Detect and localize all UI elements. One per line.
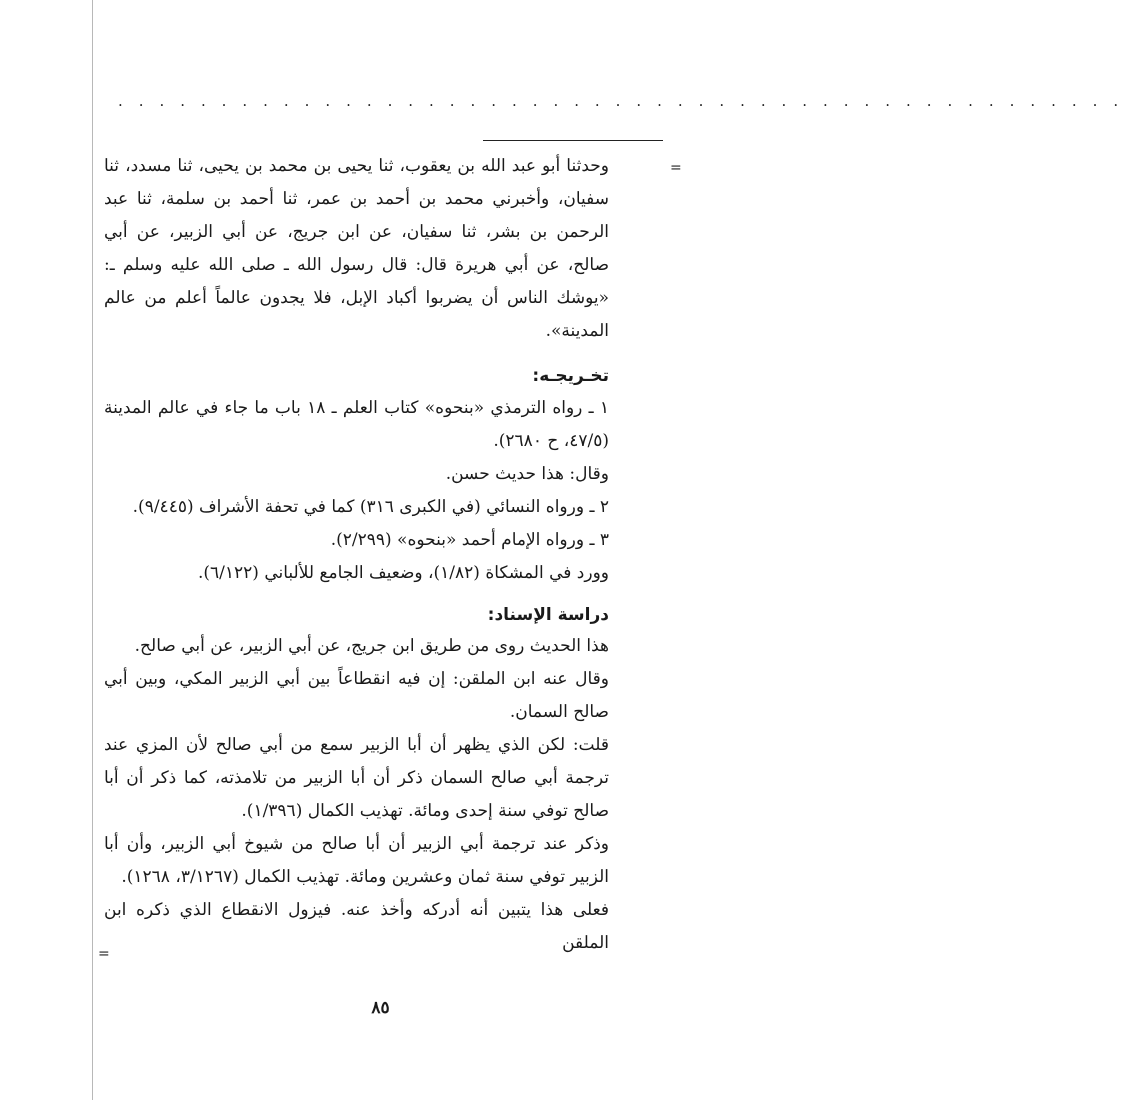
takhrij-line-4: ٣ ـ ورواه الإمام أحمد «بنحوه» (٢/٢٩٩). bbox=[330, 530, 609, 550]
continuation-mark-bottom: = bbox=[98, 946, 110, 962]
dirasa-paragraph-3: قلت: لكن الذي يظهر أن أبا الزبير سمع من أبي صالح لأن المزي عند ترجمة أبي صالح السمان ذكر أن أبا الزبير من تلامذته، كما ذكر أن أبا صالح توفي سنة إحدى ومائة. تهذيب الكمال (١/٣٩٦). bbox=[104, 735, 609, 821]
page-border-line bbox=[92, 0, 93, 1100]
continuation-mark-top: = bbox=[670, 160, 682, 176]
hadith-text: وحدثنا أبو عبد الله بن يعقوب، ثنا يحيى بن محمد بن يحيى، ثنا مسدد، ثنا سفيان، وأخبرني محمد بن أحمد بن عمر، ثنا أحمد بن سلمة، ثنا عبد الرحمن بن بشر، ثنا سفيان، عن ابن جريج، عن أبي الزبير، عن أبي صالح، عن أبي هريرة قال: قال رسول الله ـ صلى الله عليه وسلم ـ: «يوشك الناس أن يضربوا أكباد الإبل، فلا يجدون عالماً أعلم من عالم المدينة». bbox=[104, 156, 609, 341]
dirasa-paragraph-5: فعلى هذا يتبين أنه أدركه وأخذ عنه. فيزول الانقطاع الذي ذكره ابن الملقن bbox=[104, 900, 609, 953]
takhrij-line-2: وقال: هذا حديث حسن. bbox=[445, 464, 609, 484]
dirasa-paragraph-2: وقال عنه ابن الملقن: إن فيه انقطاعاً بين أبي الزبير المكي، وبين أبي صالح السمان. bbox=[104, 669, 609, 722]
page-content bbox=[104, 150, 609, 960]
takhrij-line-1: ١ ـ رواه الترمذي «بنحوه» كتاب العلم ـ ١٨ باب ما جاء في عالم المدينة (٤٧/٥، ح ٢٦٨٠). bbox=[104, 398, 609, 451]
takhrij-heading: تخـريجـه: bbox=[532, 366, 609, 386]
dirasa-paragraph-4: وذكر عند ترجمة أبي الزبير أن أبا صالح من شيوخ أبي الزبير، وأن أبا الزبير توفي سنة ثمان وعشرين ومائة. تهذيب الكمال (٣/١٢٦٧، ١٢٦٨). bbox=[104, 834, 609, 887]
dirasa-heading: دراسة الإسناد: bbox=[487, 605, 609, 625]
page-number: ٨٥ bbox=[371, 998, 390, 1018]
footnote-rule bbox=[483, 140, 663, 141]
dotted-separator: . . . . . . . . . . . . . . . . . . . . . . . . . . . . . . . . . . . . . . . . . . . . . . . . . bbox=[118, 92, 1124, 110]
takhrij-line-3: ٢ ـ ورواه النسائي (في الكبرى ٣١٦) كما في تحفة الأشراف (٩/٤٤٥). bbox=[132, 497, 609, 517]
takhrij-line-5: وورد في المشكاة (١/٨٢)، وضعيف الجامع للألباني (٦/١٢٢). bbox=[197, 563, 609, 583]
dirasa-paragraph-1: هذا الحديث روى من طريق ابن جريج، عن أبي الزبير، عن أبي صالح. bbox=[134, 636, 609, 656]
